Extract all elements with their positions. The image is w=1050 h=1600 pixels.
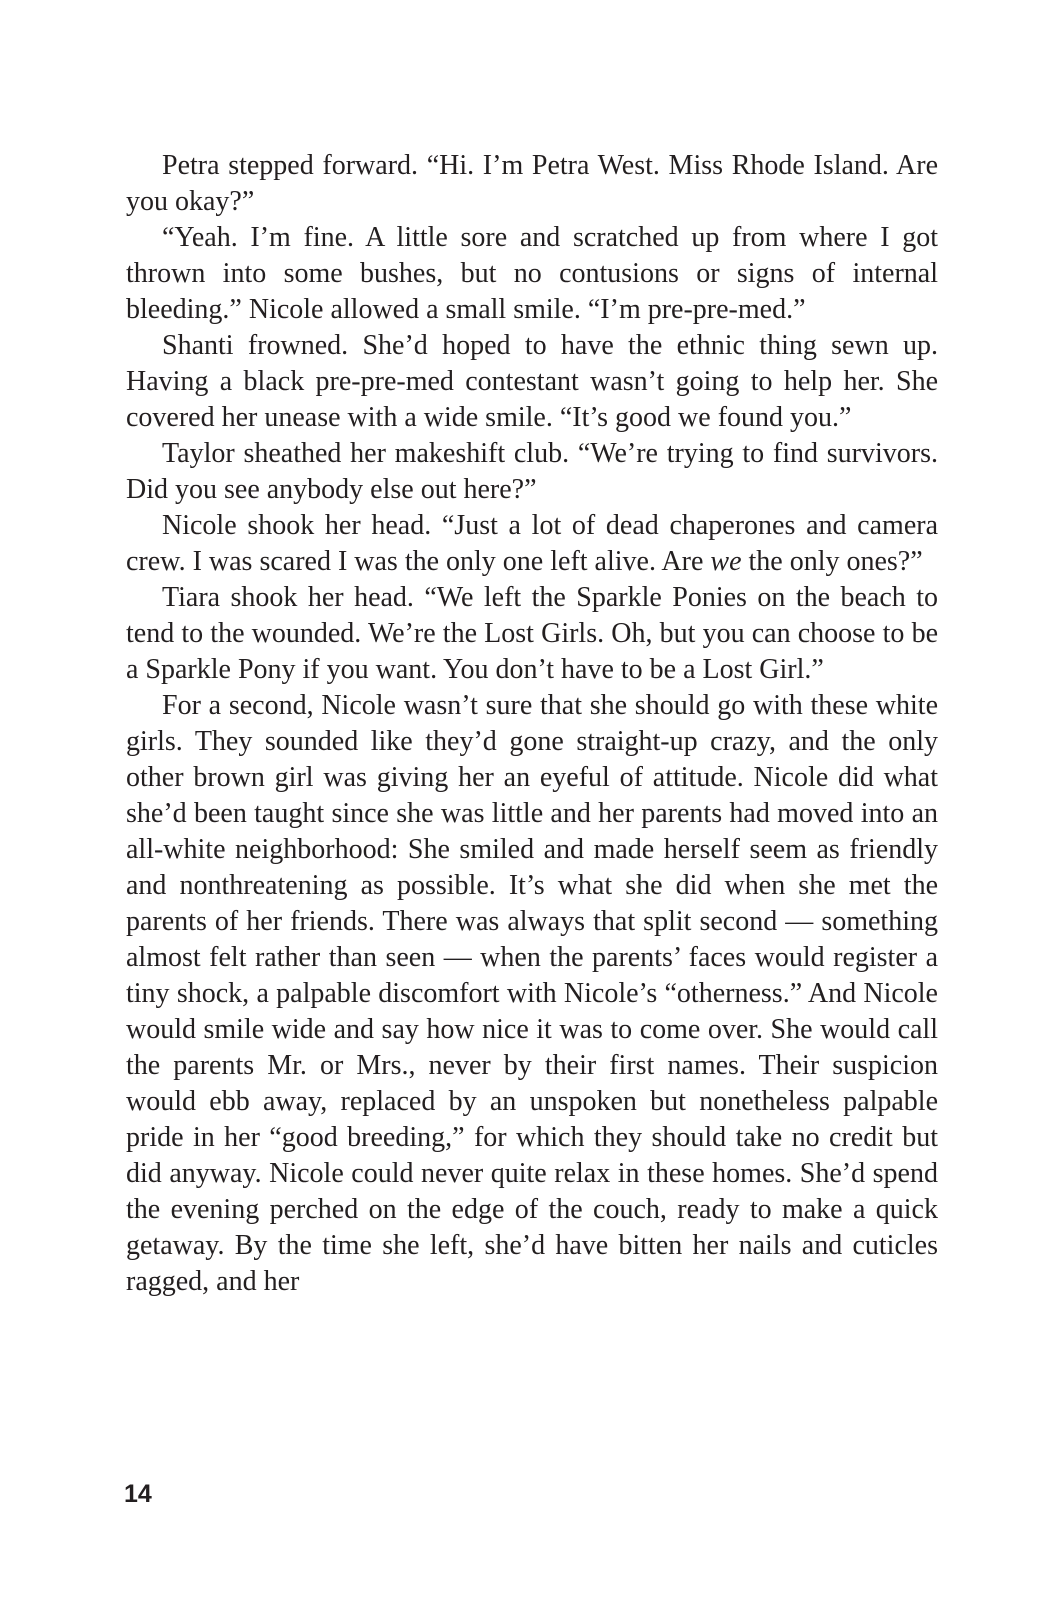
paragraph: “Yeah. I’m fine. A little sore and scratched up from where I got thrown into some bushes, but no contusions or signs of internal bleeding.” Nicole allowed a small smile. “I’m pre-pre-med.”	[126, 222, 938, 325]
paragraph: Shanti frowned. She’d hoped to have the ethnic thing sewn up. Having a black pre-pre-med contestant wasn’t going to help her. She covered her unease with a wide smile. “It’s good we found you.”	[126, 330, 938, 433]
body-text	[126, 148, 938, 1300]
page-number: 14	[124, 1480, 152, 1508]
emphasized-word: we	[710, 546, 742, 577]
paragraph-text: Nicole shook her head. “Just a lot of dead chaperones and camera crew. I was scared I was the only one left alive. Are	[126, 510, 938, 577]
paragraph	[126, 508, 938, 580]
paragraph: Petra stepped forward. “Hi. I’m Petra West. Miss Rhode Island. Are you okay?”	[126, 150, 938, 217]
paragraph: For a second, Nicole wasn’t sure that she should go with these white girls. They sounded like they’d gone straight-up crazy, and the only other brown girl was giving her an eyeful of attitude. Nicole did what she’d been taught since she was little and her parents had moved into an all-white neighborhood: She smiled and made herself seem as friendly and nonthreatening as possible. It’s what she did when she met the parents of her friends. There was always that split second — something almost felt rather than seen — when the parents’ faces would register a tiny shock, a palpable discomfort with Nicole’s “otherness.” And Nicole would smile wide and say how nice it was to come over. She would call the parents Mr. or Mrs., never by their first names. Their suspicion would ebb away, replaced by an unspoken but nonetheless palpable pride in her “good breeding,” for which they should take no credit but did anyway. Nicole could never quite relax in these homes. She’d spend the evening perched on the edge of the couch, ready to make a quick getaway. By the time she left, she’d have bitten her nails and cuticles ragged, and her	[126, 690, 938, 1297]
paragraph-text: the only ones?”	[741, 546, 923, 577]
paragraph: Tiara shook her head. “We left the Sparkle Ponies on the beach to tend to the wounded. We’re the Lost Girls. Oh, but you can choose to be a Sparkle Pony if you want. You don’t have to be a Lost Girl.”	[126, 582, 938, 685]
paragraph: Taylor sheathed her makeshift club. “We’re trying to find survivors. Did you see anybody else out here?”	[126, 438, 938, 505]
